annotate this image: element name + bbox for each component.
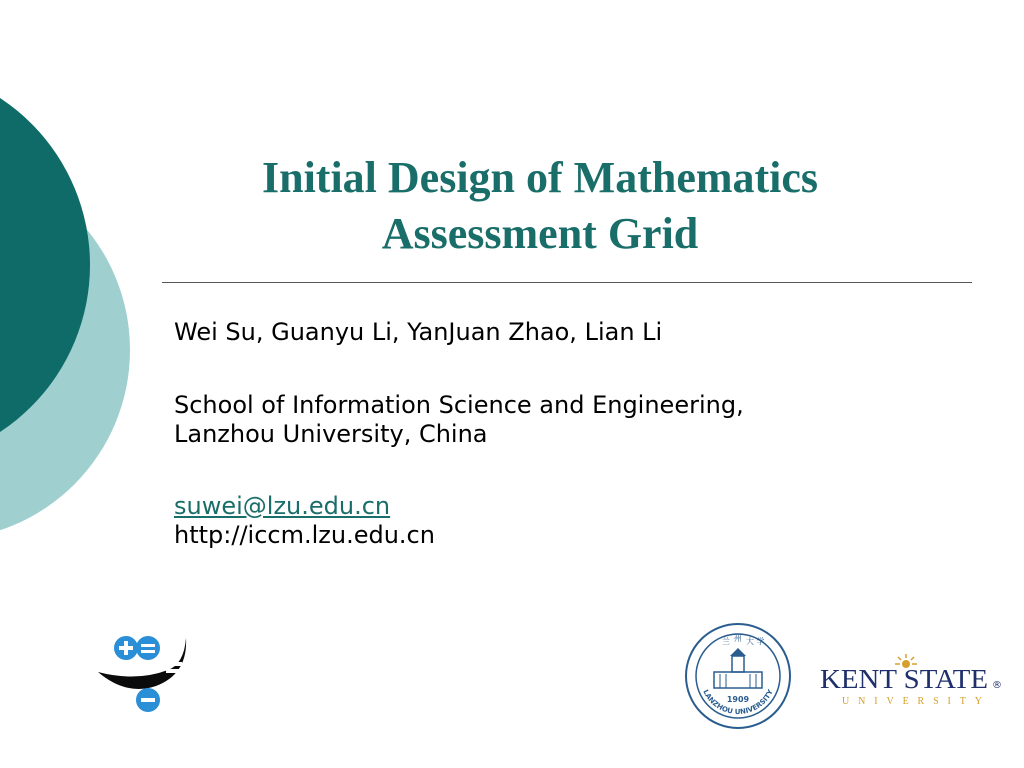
registered-mark: ® <box>992 680 1002 691</box>
title-divider <box>162 282 972 283</box>
svg-text:兰: 兰 <box>722 637 730 646</box>
kent-state-wordmark: KENT STATE <box>820 664 988 694</box>
email-link[interactable]: suwei@lzu.edu.cn <box>174 492 391 520</box>
website-text: http://iccm.lzu.edu.cn <box>174 521 435 549</box>
title-line-2: Assessment Grid <box>381 209 699 258</box>
affiliation <box>174 391 954 449</box>
affiliation-line-2: Lanzhou University, China <box>174 420 488 448</box>
slide-body <box>174 318 954 550</box>
kent-state-logo <box>818 652 1008 712</box>
authors-text: Wei Su, Guanyu Li, YanJuan Zhao, Lian Li <box>174 318 663 346</box>
math-logo-icon <box>96 634 188 714</box>
title-line-1: Initial Design of Mathematics <box>261 153 819 202</box>
affiliation-line-1: School of Information Science and Engineering, <box>174 391 744 419</box>
seal-year: 1909 <box>726 695 750 704</box>
svg-text:大 学: 大 学 <box>746 637 765 646</box>
seal-text: LANZHOU UNIVERSITY <box>701 688 775 717</box>
svg-text:州: 州 <box>734 634 742 643</box>
kent-state-subtitle: UNIVERSITY <box>842 696 982 707</box>
lanzhou-university-seal <box>684 622 792 730</box>
slide-title <box>160 150 920 262</box>
